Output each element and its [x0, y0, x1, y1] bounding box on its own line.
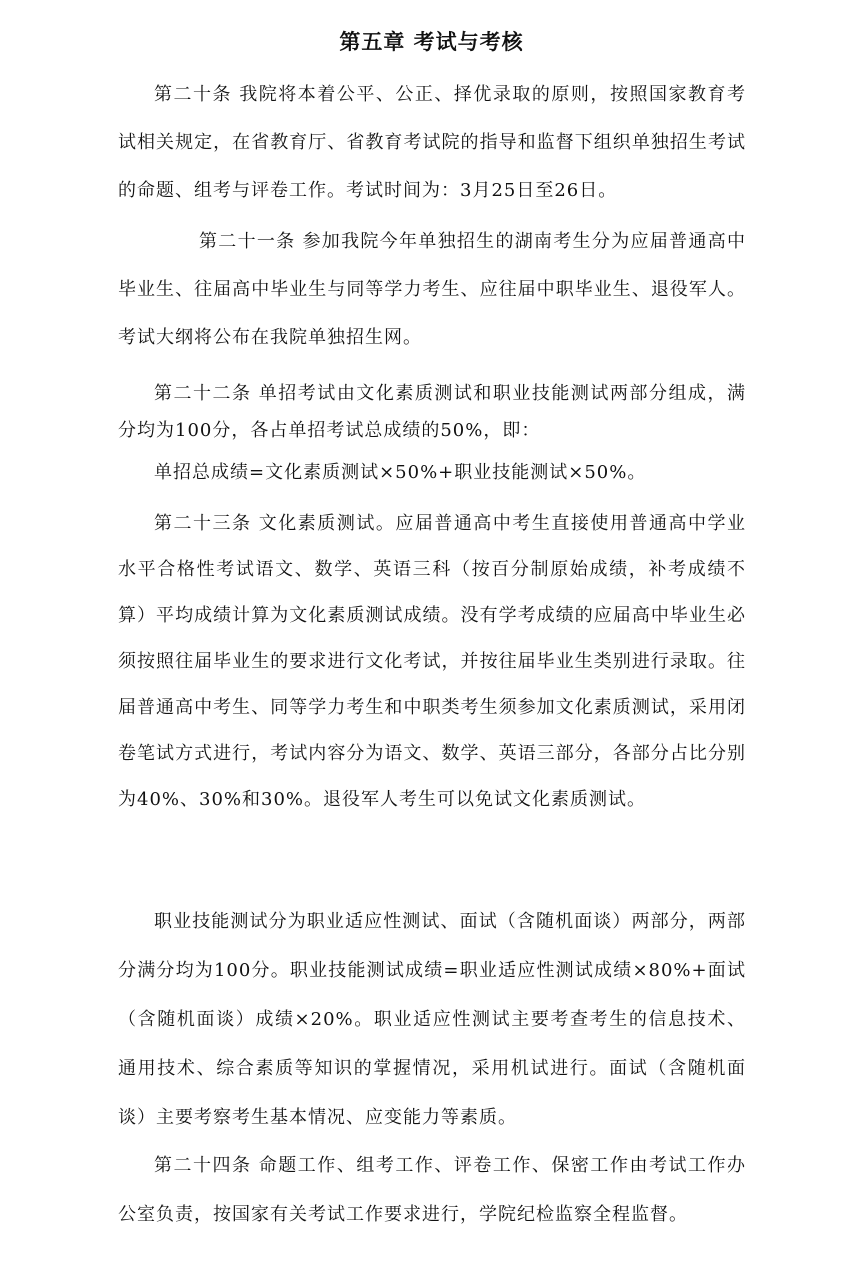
chapter-title: 第五章 考试与考核 [339, 29, 524, 54]
total-score-formula: 单招总成绩=文化素质测试×50%+职业技能测试×50%。 [154, 462, 647, 483]
vocational-skill-test-paragraph: 职业技能测试分为职业适应性测试、面试（含随机面谈）两部分，两部分满分均为100分。职业技能测试成绩=职业适应性测试成绩×80%+面试（含随机面谈）成绩×20%。职业适应性测试主要考查考生的信息技术、通用技术、综合素质等知识的掌握情况，采用机试进行。面试（含随机面谈）主要考察考生基本情况、应变能力等素质。 [118, 911, 746, 1128]
article-22-paragraph: 第二十二条 单招考试由文化素质测试和职业技能测试两部分组成，满分均为100分，各占单招考试总成绩的50%，即： [118, 383, 746, 441]
article-20-paragraph: 第二十条 我院将本着公平、公正、择优录取的原则，按照国家教育考试相关规定，在省教育厅、省教育考试院的指导和监督下组织单独招生考试的命题、组考与评卷工作。考试时间为：3月25日至26日。 [118, 84, 746, 201]
article-21-paragraph: 第二十一条 参加我院今年单独招生的湖南考生分为应届普通高中毕业生、往届高中毕业生与同等学力考生、应往届中职毕业生、退役军人。考试大纲将公布在我院单独招生网。 [118, 231, 746, 348]
article-24-paragraph: 第二十四条 命题工作、组考工作、评卷工作、保密工作由考试工作办公室负责，按国家有关考试工作要求进行，学院纪检监察全程监督。 [118, 1155, 746, 1225]
article-23-paragraph: 第二十三条 文化素质测试。应届普通高中考生直接使用普通高中学业水平合格性考试语文、数学、英语三科（按百分制原始成绩，补考成绩不算）平均成绩计算为文化素质测试成绩。没有学考成绩的应届高中毕业生必须按照往届毕业生的要求进行文化考试，并按往届毕业生类别进行录取。往届普通高中考生、同等学力考生和中职类考生须参加文化素质测试，采用闭卷笔试方式进行，考试内容分为语文、数学、英语三部分，各部分占比分别为40%、30%和30%。退役军人考生可以免试文化素质测试。 [118, 513, 746, 810]
